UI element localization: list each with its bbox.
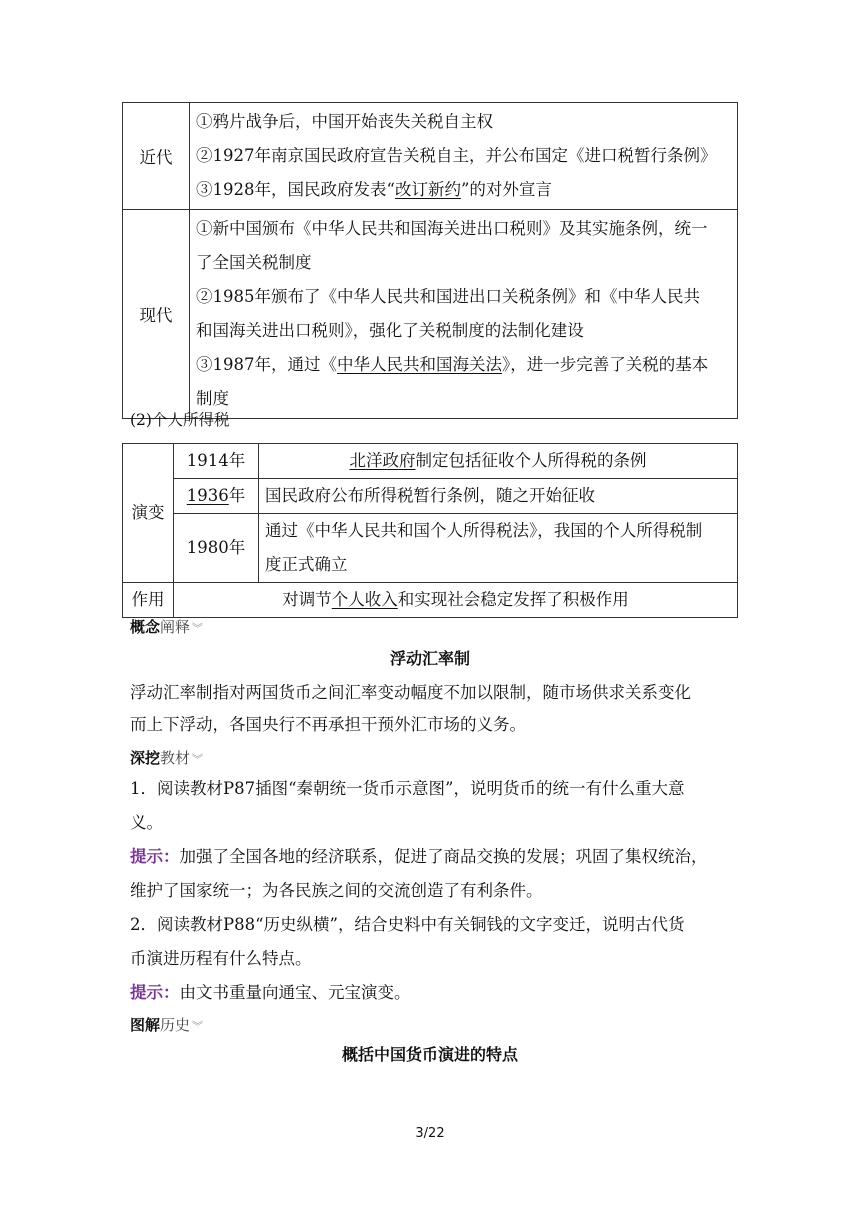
answer-1 (130, 840, 740, 874)
tag-light: 教材 (160, 749, 191, 767)
text: 加强了全国各地的经济联系，促进了商品交换的发展；巩固了集权统治， (179, 847, 708, 866)
list-item (196, 348, 733, 382)
chevron-down-icon: ︾ (192, 1020, 204, 1033)
list-item: ②1985年颁布了《中华人民共和国进出口关税条例》和《中华人民共 (196, 287, 700, 306)
table-row (123, 103, 738, 210)
year-cell (174, 479, 259, 514)
evolution-label: 演变 (123, 444, 174, 583)
table-row (123, 210, 738, 419)
chevron-down-icon: ︾ (192, 753, 204, 766)
question-1: 1．阅读教材P87插图“秦朝统一货币示意图”，说明货币的统一有什么重大意 (130, 779, 685, 798)
list-item: ①新中国颁布《中华人民共和国海关进出口税则》及其实施条例，统一 (196, 219, 708, 238)
list-item: ①鸦片战争后，中国开始丧失关税自主权 (196, 112, 493, 131)
tag-bold: 图解 (130, 1016, 161, 1034)
text: 通过《中华人民共和国个人所得税法》，我国的个人所得税制 (265, 521, 703, 540)
effect-label: 作用 (123, 583, 174, 618)
question-2-cont: 币演进历程有什么特点。 (130, 949, 312, 968)
answer-1-cont: 维护了国家统一；为各民族之间的交流创造了有利条件。 (130, 881, 543, 900)
tag-bold: 概念 (130, 618, 161, 636)
section-tag-explore (130, 745, 203, 773)
question-2: 2．阅读教材P88“历史纵横”，结合史料中有关铜钱的文字变迁，说明古代货 (130, 915, 685, 934)
text: 年 (228, 486, 246, 505)
chevron-down-icon: ︾ (192, 622, 204, 635)
tag-light: 阐释 (160, 618, 191, 636)
list-item: 和国海关进出口税则》，强化了关税制度的法制化建设 (196, 321, 584, 340)
underlined-term: 1936 (186, 486, 229, 505)
text: 和实现社会稳定发挥了积极作用 (397, 590, 629, 609)
era-content-modern (190, 103, 738, 210)
effect-cell (174, 583, 738, 618)
year-cell: 1980年 (174, 514, 259, 583)
underlined-term: 中华人民共和国海关法 (337, 355, 502, 374)
text: 度正式确立 (265, 555, 348, 574)
text: 对调节 (282, 590, 332, 609)
table-row (123, 444, 738, 479)
customs-history-table (122, 102, 738, 419)
list-item: 了全国关税制度 (196, 253, 312, 272)
text: 由文书重量向通宝、元宝演变。 (179, 983, 411, 1002)
hint-label: 提示： (130, 847, 180, 866)
list-item: ②1927年南京国民政府宣告关税自主，并公布国定《进口税暂行条例》 (196, 146, 717, 165)
text: ③1987年，通过《 (196, 355, 337, 374)
text: ”的对外宣言 (460, 180, 552, 199)
event-cell (259, 514, 738, 583)
income-tax-table (122, 443, 738, 618)
table-row (123, 479, 738, 514)
tag-light: 历史 (160, 1016, 191, 1034)
underlined-term: 北洋政府 (349, 451, 416, 470)
era-label-contemporary: 现代 (123, 210, 190, 419)
year-cell: 1914年 (174, 444, 259, 479)
underlined-term: 个人收入 (331, 590, 398, 609)
section-tag-concept (130, 614, 203, 642)
paragraph-line: 而上下浮动，各国央行不再承担干预外汇市场的义务。 (130, 715, 526, 734)
era-label-modern: 近代 (123, 103, 190, 210)
subheading-income-tax: (2)个人所得税 (130, 411, 230, 429)
text: 制定包括征收个人所得税的条例 (415, 451, 647, 470)
tag-bold: 深挖 (130, 749, 161, 767)
table-row (123, 583, 738, 618)
section-tag-diagram (130, 1012, 203, 1040)
diagram-title: 概括中国货币演进的特点 (341, 1045, 518, 1064)
table-row (123, 514, 738, 583)
text: 》，进一步完善了关税的基本 (502, 355, 709, 374)
concept-title: 浮动汇率制 (389, 649, 470, 668)
paragraph-line: 浮动汇率制指对两国货币之间汇率变动幅度不加以限制，随市场供求关系变化 (130, 683, 691, 702)
text: ③1928年，国民政府发表“ (196, 180, 395, 199)
list-item: 制度 (196, 389, 229, 408)
era-content-contemporary (190, 210, 738, 419)
underlined-term: 改订新约 (394, 180, 461, 199)
event-cell: 国民政府公布所得税暂行条例，随之开始征收 (259, 479, 738, 514)
list-item (196, 173, 733, 207)
event-cell (259, 444, 738, 479)
hint-label: 提示： (130, 983, 180, 1002)
page-number: 3/22 (415, 1126, 445, 1141)
answer-2 (130, 976, 740, 1010)
question-1-cont: 义。 (130, 813, 163, 832)
